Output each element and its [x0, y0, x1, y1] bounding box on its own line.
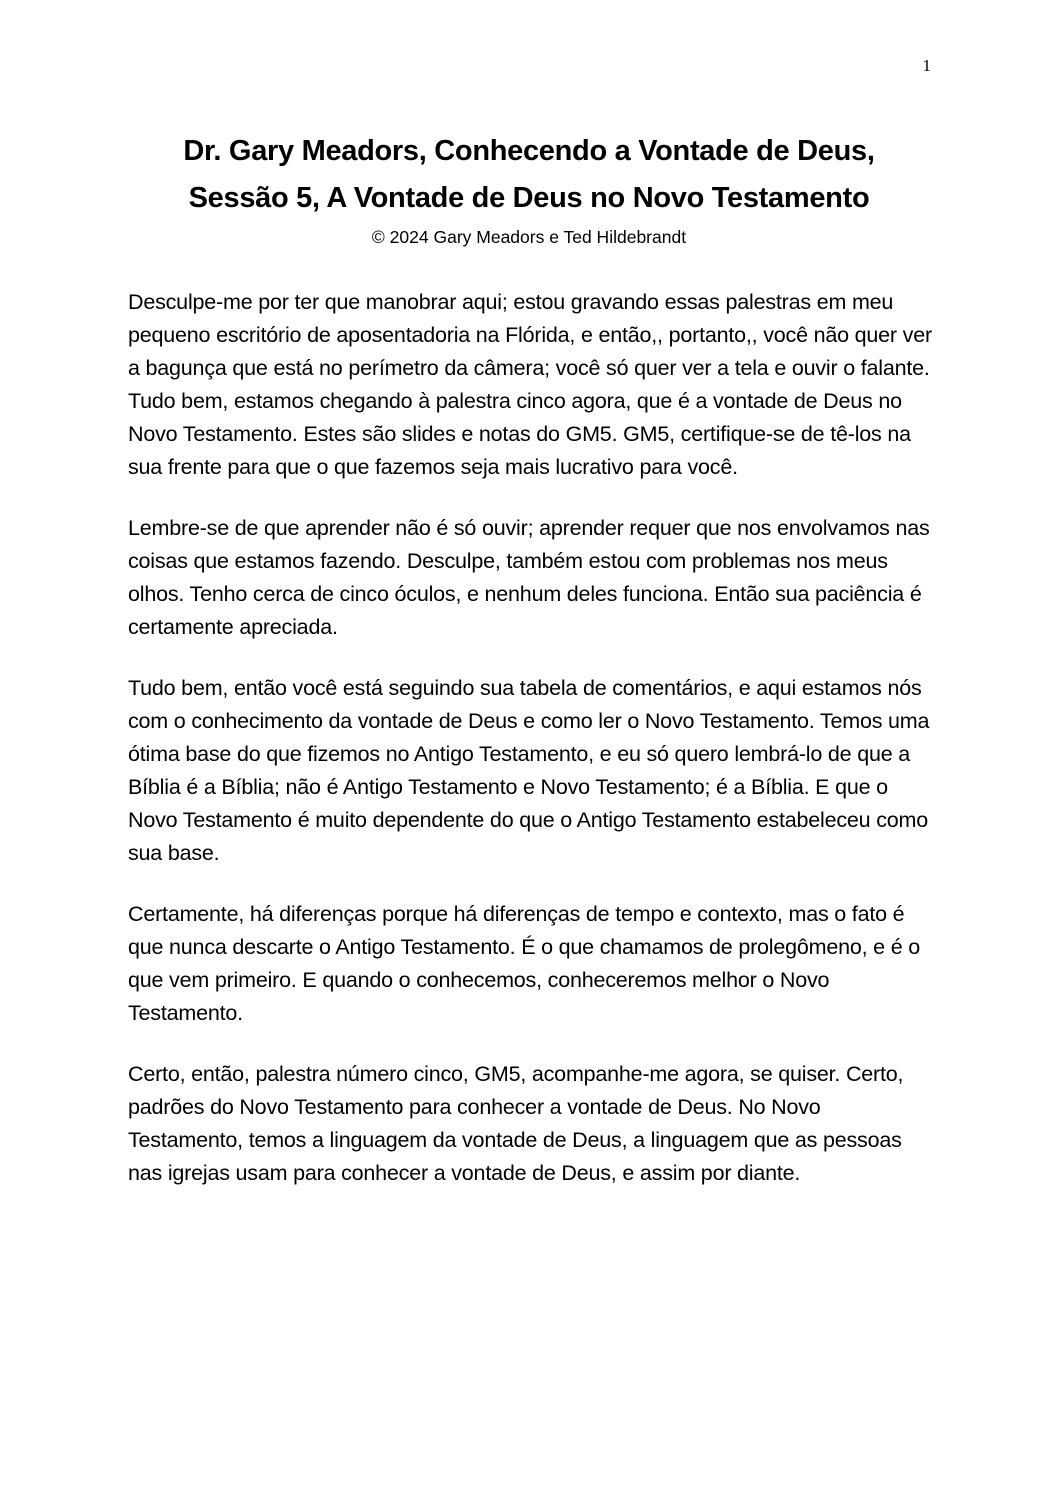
title-line-1: Dr. Gary Meadors, Conhecendo a Vontade de Deus, — [183, 135, 875, 167]
copyright-line: © 2024 Gary Meadors e Ted Hildebrandt — [371, 227, 687, 247]
paragraph-1: Desculpe-me por ter que manobrar aqui; estou gravando essas palestras em meu pequeno escritório de aposentadoria na Flórida, e então,, portanto,, você não quer ver a bagunça que está no perímetro da câmera; você só quer ver a tela e ouvir o falante. Tudo bem, estamos chegando à palestra cinco agora, que é a vontade de Deus no Novo Testamento. Estes são slides e notas do GM5. GM5, certifique-se de tê-los na sua frente para que o que fazemos seja mais lucrativo para você. — [128, 290, 932, 479]
paragraph-2: Lembre-se de que aprender não é só ouvir; aprender requer que nos envolvamos nas coisas que estamos fazendo. Desculpe, também estou com problemas nos meus olhos. Tenho cerca de cinco óculos, e nenhum deles funciona. Então sua paciência é certamente apreciada. — [128, 516, 930, 639]
paragraph-5: Certo, então, palestra número cinco, GM5, acompanhe-me agora, se quiser. Certo, padrões do Novo Testamento para conhecer a vontade de Deus. No Novo Testamento, temos a linguagem da vontade de Deus, a linguagem que as pessoas nas igrejas usam para conhecer a vontade de Deus, e assim por diante. — [128, 1062, 904, 1185]
page-number: 1 — [922, 56, 931, 75]
document-body — [128, 286, 936, 1190]
paragraph-3: Tudo bem, então você está seguindo sua tabela de comentários, e aqui estamos nós com o conhecimento da vontade de Deus e como ler o Novo Testamento. Temos uma ótima base do que fizemos no Antigo Testamento, e eu só quero lembrá-lo de que a Bíblia é a Bíblia; não é Antigo Testamento e Novo Testamento; é a Bíblia. E que o Novo Testamento é muito dependente do que o Antigo Testamento estabeleceu como sua base. — [128, 676, 930, 865]
title-line-2: Sessão 5, A Vontade de Deus no Novo Testamento — [188, 182, 870, 214]
document-title — [89, 0, 969, 222]
paragraph-4: Certamente, há diferenças porque há diferenças de tempo e contexto, mas o fato é que nunca descarte o Antigo Testamento. É o que chamamos de prolegômeno, e é o que vem primeiro. E quando o conhecemos, conheceremos melhor o Novo Testamento. — [128, 902, 920, 1025]
